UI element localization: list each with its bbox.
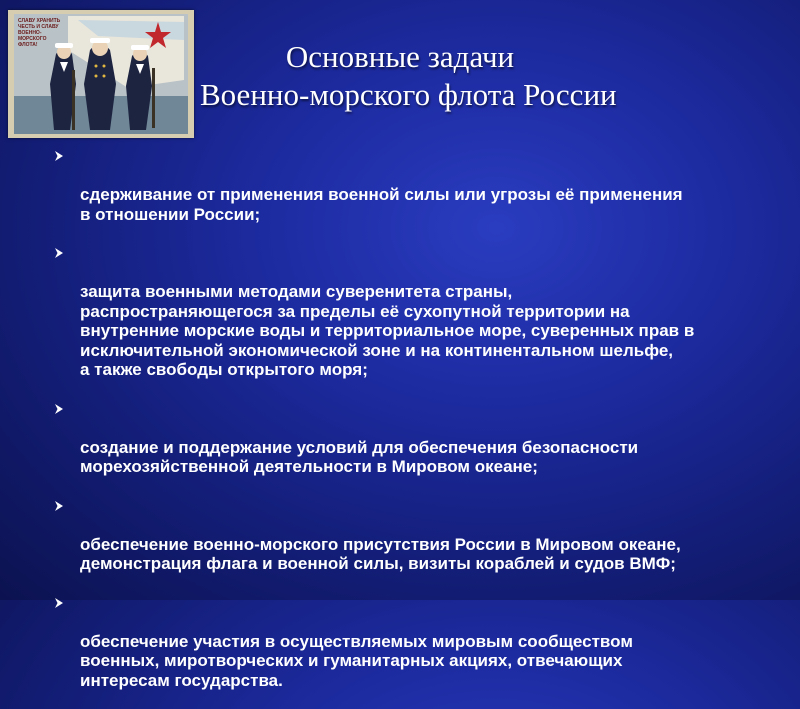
list-item [52,243,792,380]
tasks-list [52,146,792,709]
list-item-text: обеспечение военно-морского присутствия России в Мировом океане, демонстрация флага и военной силы, визиты кораблей и судов ВМФ; [80,534,681,573]
arrow-chevron-icon [52,149,66,163]
arrow-chevron-icon [52,246,66,260]
arrow-chevron-icon [52,402,66,416]
list-item [52,399,792,477]
title-line-2: Военно-морского флота России [200,77,617,112]
list-item-text: создание и поддержание условий для обеспечения безопасности морехозяйственной деятельности в Мировом океане; [80,437,639,476]
list-item [52,593,792,691]
list-item-text: сдерживание от применения военной силы или угрозы её применения в отношении России; [80,185,683,224]
navy-poster-image [8,10,194,138]
arrow-chevron-icon [52,499,66,513]
poster-caption: СЛАВУ ХРАНИТЬ ЧЕСТЬ И СЛАВУ ВОЕННО-МОРСКОГО ФЛОТА! [18,18,61,48]
title-line-1: Основные задачи [285,39,515,74]
list-item [52,496,792,574]
list-item-text: обеспечение участия в осуществляемых мировым сообществом военных, миротворческих и гуманитарных акциях, отвечающих интересам государства. [80,631,633,690]
list-item-text: защита военными методами суверенитета страны, распространяющегося за пределы её сухопутной территории на внутренние морские воды и территориальное море, суверенных прав в исключительной экономической зоне и на континентальном шельфе, а также свободы открытого моря; [80,282,695,379]
arrow-chevron-icon [52,596,66,610]
list-item [52,146,792,224]
slide-title [200,38,617,114]
